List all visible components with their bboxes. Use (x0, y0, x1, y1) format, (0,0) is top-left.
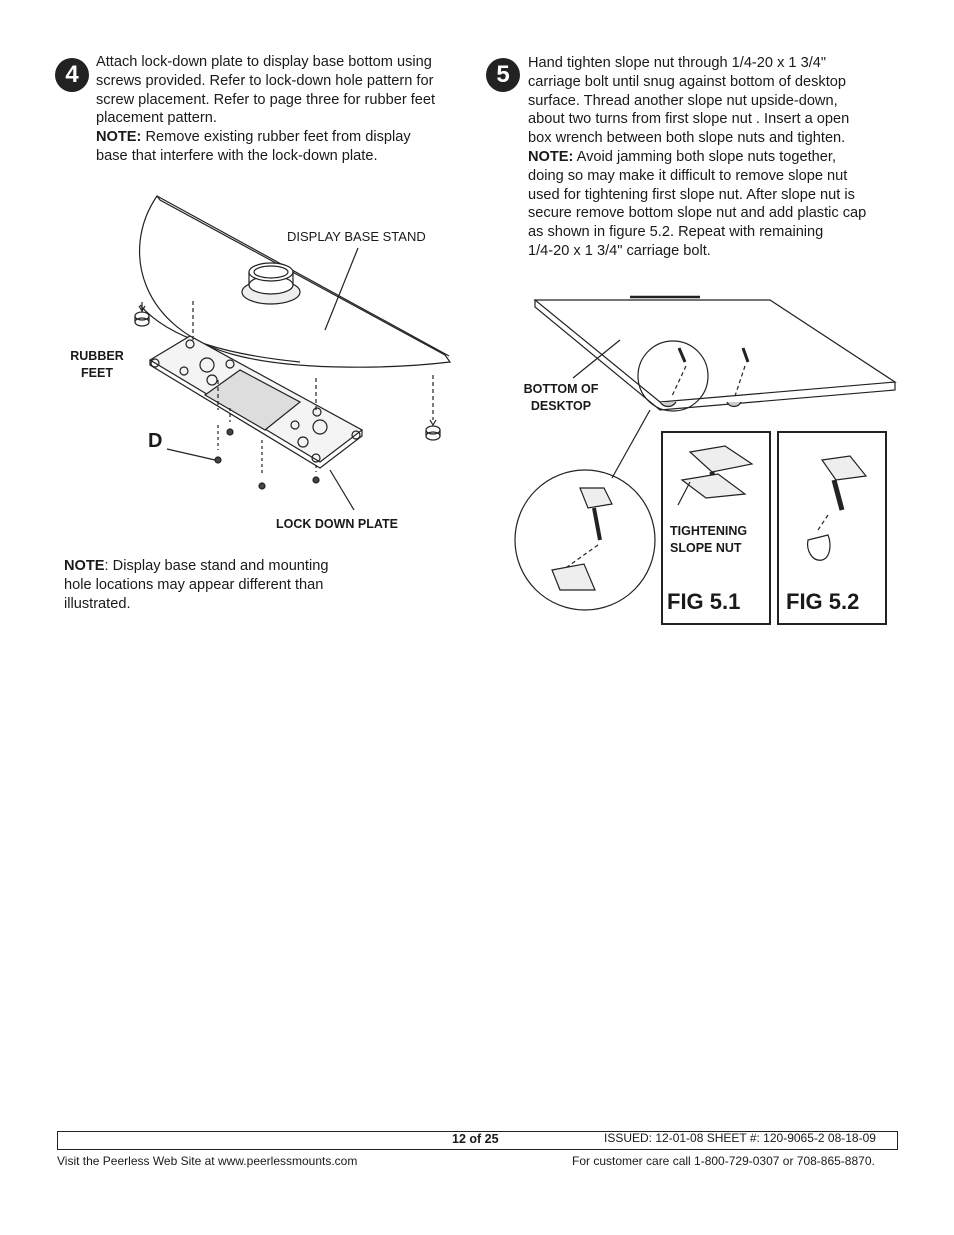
note-label: NOTE: (528, 148, 574, 165)
d-label: D (148, 430, 163, 452)
step-5-line: surface. Thread another slope nut upside-down, (528, 92, 838, 109)
display-base-note (64, 557, 364, 613)
fig-5-1-label: FIG 5.1 (667, 589, 741, 614)
step-5-note-line: 1/4-20 x 1 3/4" carriage bolt. (528, 242, 711, 259)
display-base-stand-label: DISPLAY BASE STAND (287, 229, 426, 244)
tightening-line: SLOPE NUT (670, 541, 742, 555)
step-5-line: Hand tighten slope nut through 1/4-20 x 1 3/4" (528, 55, 827, 71)
step-4-line: Attach lock-down plate to display base bottom using (96, 54, 432, 70)
step-5-note-line: secure remove bottom slope nut and add plastic cap (528, 205, 867, 222)
step-4-line: screw placement. Refer to page three for rubber feet (96, 91, 436, 108)
note-label: NOTE: (96, 129, 142, 146)
step-5-note-line: used for tightening first slope nut. After slope nut is (528, 186, 855, 203)
step-5-line: about two turns from first slope nut . Insert a open (528, 111, 850, 128)
rubber-feet-line: FEET (81, 366, 113, 380)
step-4-line: placement pattern. (96, 110, 217, 127)
tightening-slope-nut-label (670, 523, 747, 557)
website-line: Visit the Peerless Web Site at www.peerlessmounts.com (57, 1154, 358, 1168)
note-line: illustrated. (64, 595, 131, 612)
lock-down-plate-label: LOCK DOWN PLATE (276, 517, 398, 531)
rubber-foot-right (426, 375, 440, 440)
note-line (64, 557, 364, 576)
note-label: NOTE (64, 558, 105, 574)
issued-info: ISSUED: 12-01-08 SHEET #: 120-9065-2 08-18-09 (604, 1131, 876, 1145)
fig-5-2-label: FIG 5.2 (786, 589, 860, 614)
note-line: hole locations may appear different than (64, 576, 324, 593)
note-text: Remove existing rubber feet from display (141, 129, 411, 146)
page-number: 12 of 25 (452, 1132, 499, 1146)
step-5-number: 5 (496, 61, 510, 88)
rubber-feet-line: RUBBER (70, 349, 124, 363)
note-text: Avoid jamming both slope nuts together, (573, 148, 836, 165)
rubber-foot-left (135, 302, 149, 326)
step-5-note-line: doing so may make it difficult to remove slope nut (528, 167, 848, 184)
tightening-line: TIGHTENING (670, 524, 748, 538)
step-5-line: carriage bolt until snug against bottom of desktop (528, 73, 847, 90)
step-4-note-line: base that interfere with the lock-down plate. (96, 147, 378, 164)
bottom-of-desktop-label (515, 381, 607, 415)
step-5-note-line: as shown in figure 5.2. Repeat with remaining (528, 224, 824, 241)
note-text: : Display base stand and mounting (104, 558, 329, 574)
step-4-line: screws provided. Refer to lock-down hole pattern for (96, 72, 434, 89)
rubber-feet-label (62, 348, 132, 382)
bottom-of-desktop-line: DESKTOP (530, 399, 592, 413)
step-4-number: 4 (65, 61, 79, 88)
bottom-of-desktop-line: BOTTOM OF (523, 382, 599, 396)
customer-care-line: For customer care call 1-800-729-0307 or 708-865-8870. (572, 1154, 875, 1168)
step-5-line: box wrench between both slope nuts and tighten. (528, 130, 846, 147)
